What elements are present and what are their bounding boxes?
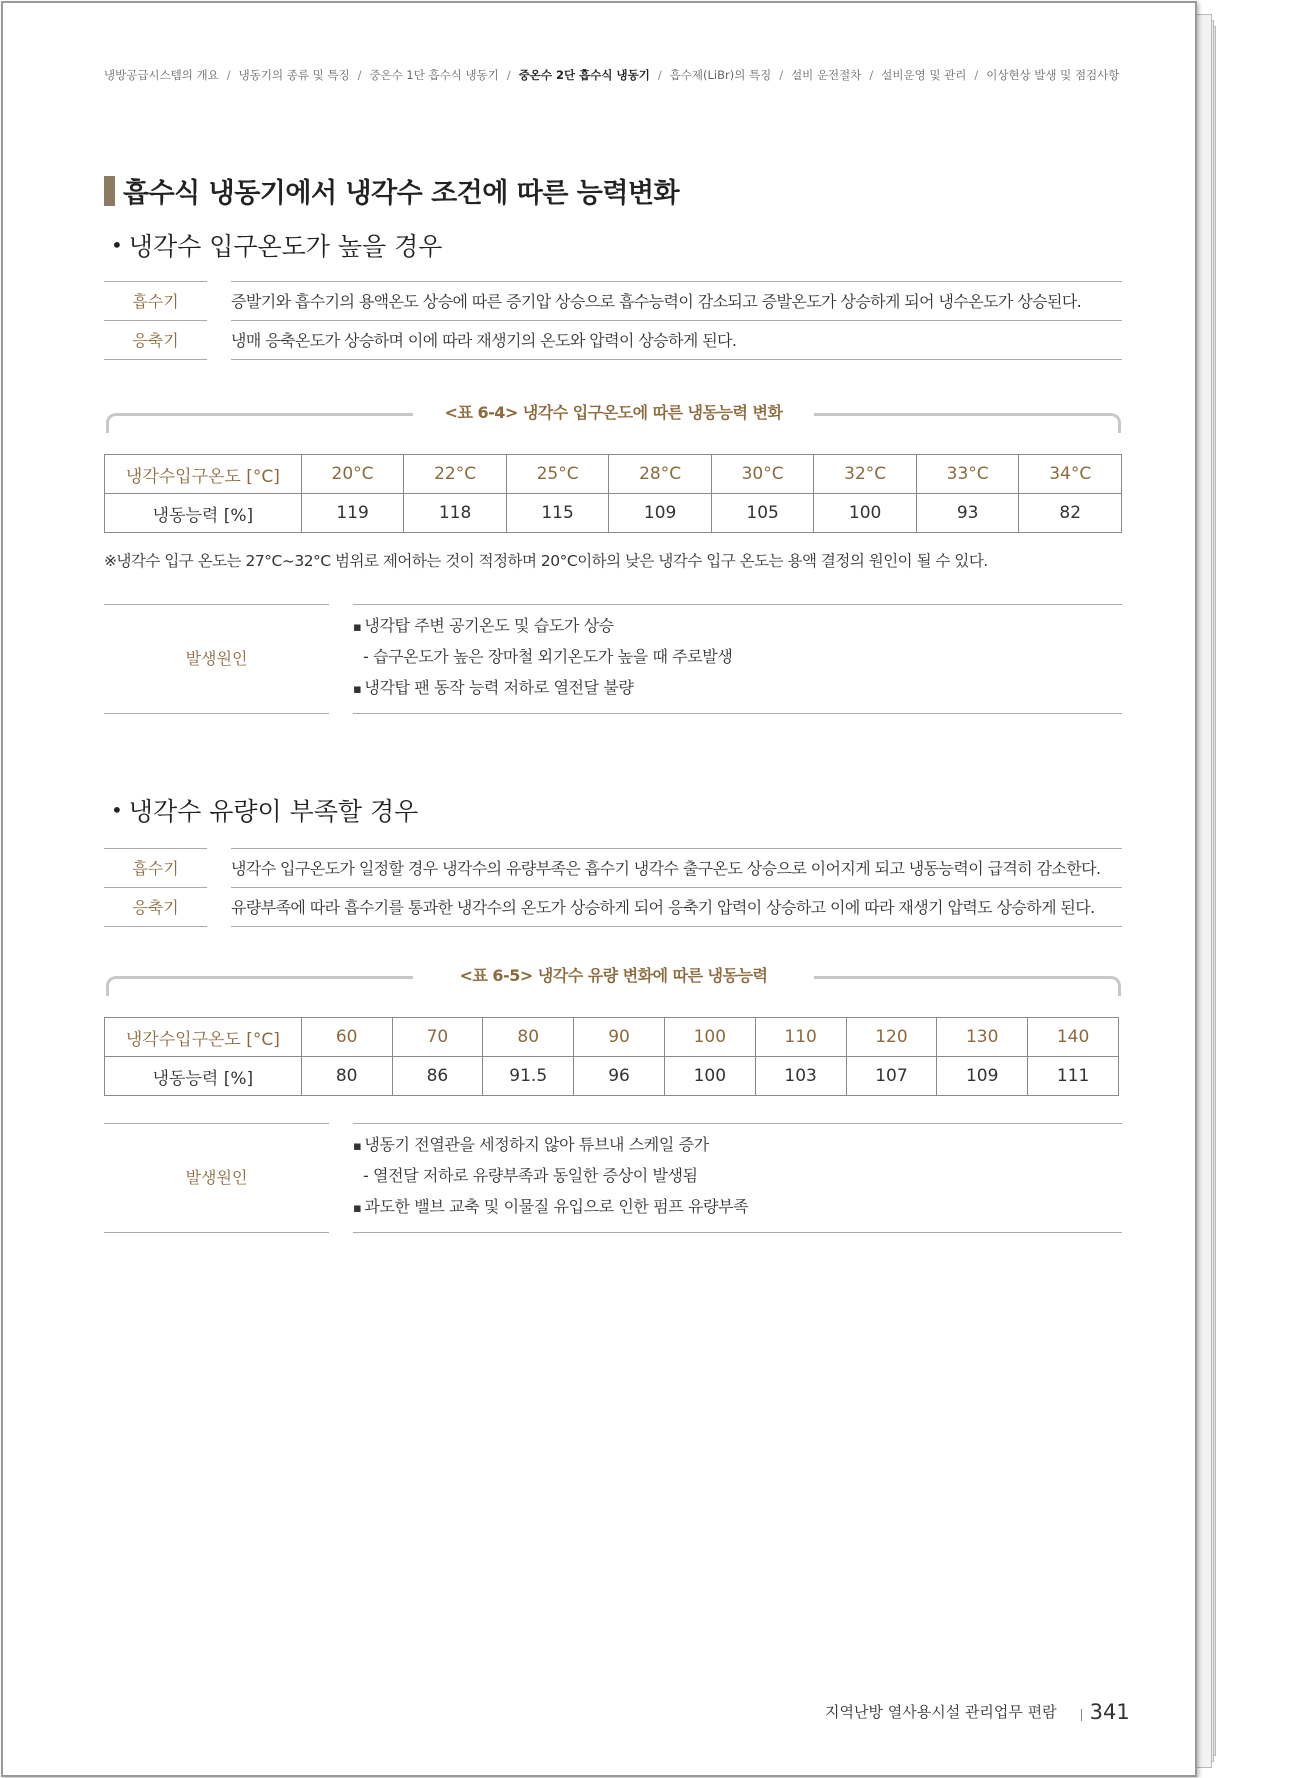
document-page <box>1 1 1197 1777</box>
definition-row-condenser <box>104 321 1122 360</box>
row-label: 냉각수입구온도 [°C] <box>105 1018 302 1057</box>
row-label: 냉동능력 [%] <box>105 494 302 533</box>
caption-bracket-left <box>106 976 413 996</box>
cause-line: ▪ 냉각탑 팬 동작 능력 저하로 열전달 불량 <box>353 678 1122 709</box>
table-cell: 105 <box>711 494 814 533</box>
table-cell: 91.5 <box>483 1057 574 1096</box>
breadcrumb <box>104 67 1124 83</box>
definition-text: 냉각수 입구온도가 일정할 경우 냉각수의 유량부족은 흡수기 냉각수 출구온도 상승으로 이어지게 되고 냉동능력이 급격히 감소한다. <box>231 849 1122 888</box>
definition-label: 흡수기 <box>104 849 207 888</box>
table-cell: 82 <box>1019 494 1122 533</box>
subtitle-low-flow <box>111 792 418 828</box>
table-cell: 107 <box>846 1057 937 1096</box>
breadcrumb-item[interactable]: 설비 운전절차 <box>791 68 862 82</box>
table-cell: 20°C <box>301 455 404 494</box>
subtitle-text: 냉각수 입구온도가 높을 경우 <box>128 232 443 261</box>
table-header-row <box>105 455 1122 494</box>
table-cell: 90 <box>574 1018 665 1057</box>
table-cell: 34°C <box>1019 455 1122 494</box>
definition-label: 흡수기 <box>104 282 207 321</box>
table-flow-capacity <box>104 1017 1119 1096</box>
caption-text: <표 6-4> 냉각수 입구온도에 따른 냉동능력 변화 <box>444 403 783 422</box>
breadcrumb-item[interactable]: 냉동기의 종류 및 특징 <box>238 68 350 82</box>
table-cell: 100 <box>664 1057 755 1096</box>
heading-accent-bar <box>104 176 115 206</box>
table-caption-6-5 <box>106 964 1121 994</box>
table-cell: 100 <box>664 1018 755 1057</box>
table-cell: 28°C <box>609 455 712 494</box>
row-label: 냉각수입구온도 [°C] <box>105 455 302 494</box>
table-cell: 30°C <box>711 455 814 494</box>
definition-label: 응축기 <box>104 321 207 360</box>
breadcrumb-separator: / <box>226 68 231 82</box>
breadcrumb-separator: / <box>357 68 362 82</box>
bullet-dot: • <box>111 233 123 257</box>
table-row <box>105 1057 1119 1096</box>
table-cell: 130 <box>937 1018 1028 1057</box>
table-cell: 140 <box>1028 1018 1119 1057</box>
section-title: 흡수식 냉동기에서 냉각수 조건에 따른 능력변화 <box>123 178 680 209</box>
cause-block-2 <box>104 1123 1122 1233</box>
definition-row-absorber <box>104 282 1122 321</box>
table-cell: 22°C <box>404 455 507 494</box>
section-heading <box>104 171 679 210</box>
breadcrumb-separator: / <box>506 68 511 82</box>
cause-line: ▪ 과도한 밸브 교축 및 이물질 유입으로 인한 펌프 유량부족 <box>353 1197 1122 1228</box>
table-cell: 25°C <box>506 455 609 494</box>
breadcrumb-item[interactable]: 냉방공급시스템의 개요 <box>104 68 219 82</box>
table-cell: 70 <box>392 1018 483 1057</box>
cause-subline: - 습구온도가 높은 장마철 외기온도가 높을 때 주로발생 <box>363 647 733 666</box>
caption-bracket-left <box>106 413 413 433</box>
footer-divider <box>1081 1709 1082 1721</box>
cause-body <box>353 1123 1122 1233</box>
definition-text: 증발기와 흡수기의 용액온도 상승에 따른 증기압 상승으로 흡수능력이 감소되고 증발온도가 상승하게 되어 냉수온도가 상승된다. <box>231 282 1122 321</box>
breadcrumb-separator: / <box>974 68 979 82</box>
table-cell: 80 <box>483 1018 574 1057</box>
cause-line: ▪ 냉동기 전열관을 세정하지 않아 튜브내 스케일 증가 <box>353 1135 1122 1166</box>
definition-text: 유량부족에 따라 흡수기를 통과한 냉각수의 온도가 상승하게 되어 응축기 압력이 상승하고 이에 따라 재생기 압력도 상승하게 된다. <box>231 888 1122 927</box>
page-footer <box>825 1700 1130 1724</box>
table-cell: 109 <box>937 1057 1028 1096</box>
page-number: 341 <box>1089 1700 1130 1724</box>
caption-text: <표 6-5> 냉각수 유량 변화에 따른 냉동능력 <box>459 966 768 985</box>
breadcrumb-separator: / <box>779 68 784 82</box>
table-cell: 96 <box>574 1057 665 1096</box>
definition-row-absorber <box>104 849 1122 888</box>
table-cell: 33°C <box>916 455 1019 494</box>
cause-block-1 <box>104 604 1122 714</box>
table-caption-6-4 <box>106 401 1121 431</box>
book-title: 지역난방 열사용시설 관리업무 편람 <box>825 1703 1057 1721</box>
table-cell: 60 <box>301 1018 392 1057</box>
definition-row-condenser <box>104 888 1122 927</box>
table-inlet-temp-capacity <box>104 454 1122 533</box>
subtitle-text: 냉각수 유량이 부족할 경우 <box>128 797 419 826</box>
definition-text: 냉매 응축온도가 상승하며 이에 따라 재생기의 온도와 압력이 상승하게 된다. <box>231 321 1122 360</box>
table-cell: 86 <box>392 1057 483 1096</box>
definition-label: 응축기 <box>104 888 207 927</box>
table-cell: 103 <box>755 1057 846 1096</box>
row-label: 냉동능력 [%] <box>105 1057 302 1096</box>
caption-bracket-right <box>814 976 1121 996</box>
table-cell: 119 <box>301 494 404 533</box>
subtitle-high-inlet-temp <box>111 227 442 263</box>
cause-label: 발생원인 <box>104 1123 329 1233</box>
cause-body <box>353 604 1122 714</box>
table-cell: 118 <box>404 494 507 533</box>
table-cell: 109 <box>609 494 712 533</box>
table-row <box>105 494 1122 533</box>
table-cell: 115 <box>506 494 609 533</box>
table-cell: 100 <box>814 494 917 533</box>
cause-subline: - 열전달 저하로 유량부족과 동일한 증상이 발생됨 <box>363 1166 698 1185</box>
table-note: ※냉각수 입구 온도는 27°C~32°C 범위로 제어하는 것이 적정하며 20°C이하의 낮은 냉각수 입구 온도는 용액 결정의 원인이 될 수 있다. <box>104 552 988 570</box>
table-header-row <box>105 1018 1119 1057</box>
table-cell: 111 <box>1028 1057 1119 1096</box>
table-cell: 93 <box>916 494 1019 533</box>
table-cell: 80 <box>301 1057 392 1096</box>
breadcrumb-item-current[interactable]: 중온수 2단 흡수식 냉동기 <box>518 68 650 82</box>
cause-label: 발생원인 <box>104 604 329 714</box>
bullet-dot: • <box>111 798 123 822</box>
breadcrumb-separator: / <box>869 68 874 82</box>
breadcrumb-item[interactable]: 흡수제(LiBr)의 특징 <box>669 68 772 82</box>
table-cell: 120 <box>846 1018 937 1057</box>
breadcrumb-item[interactable]: 이상현상 발생 및 점검사항 <box>986 68 1120 82</box>
caption-bracket-right <box>814 413 1121 433</box>
table-cell: 32°C <box>814 455 917 494</box>
breadcrumb-item[interactable]: 설비운영 및 관리 <box>881 68 967 82</box>
cause-line: ▪ 냉각탑 주변 공기온도 및 습도가 상승 <box>353 616 1122 647</box>
table-cell: 110 <box>755 1018 846 1057</box>
breadcrumb-item[interactable]: 중온수 1단 흡수식 냉동기 <box>369 68 499 82</box>
breadcrumb-separator: / <box>657 68 662 82</box>
